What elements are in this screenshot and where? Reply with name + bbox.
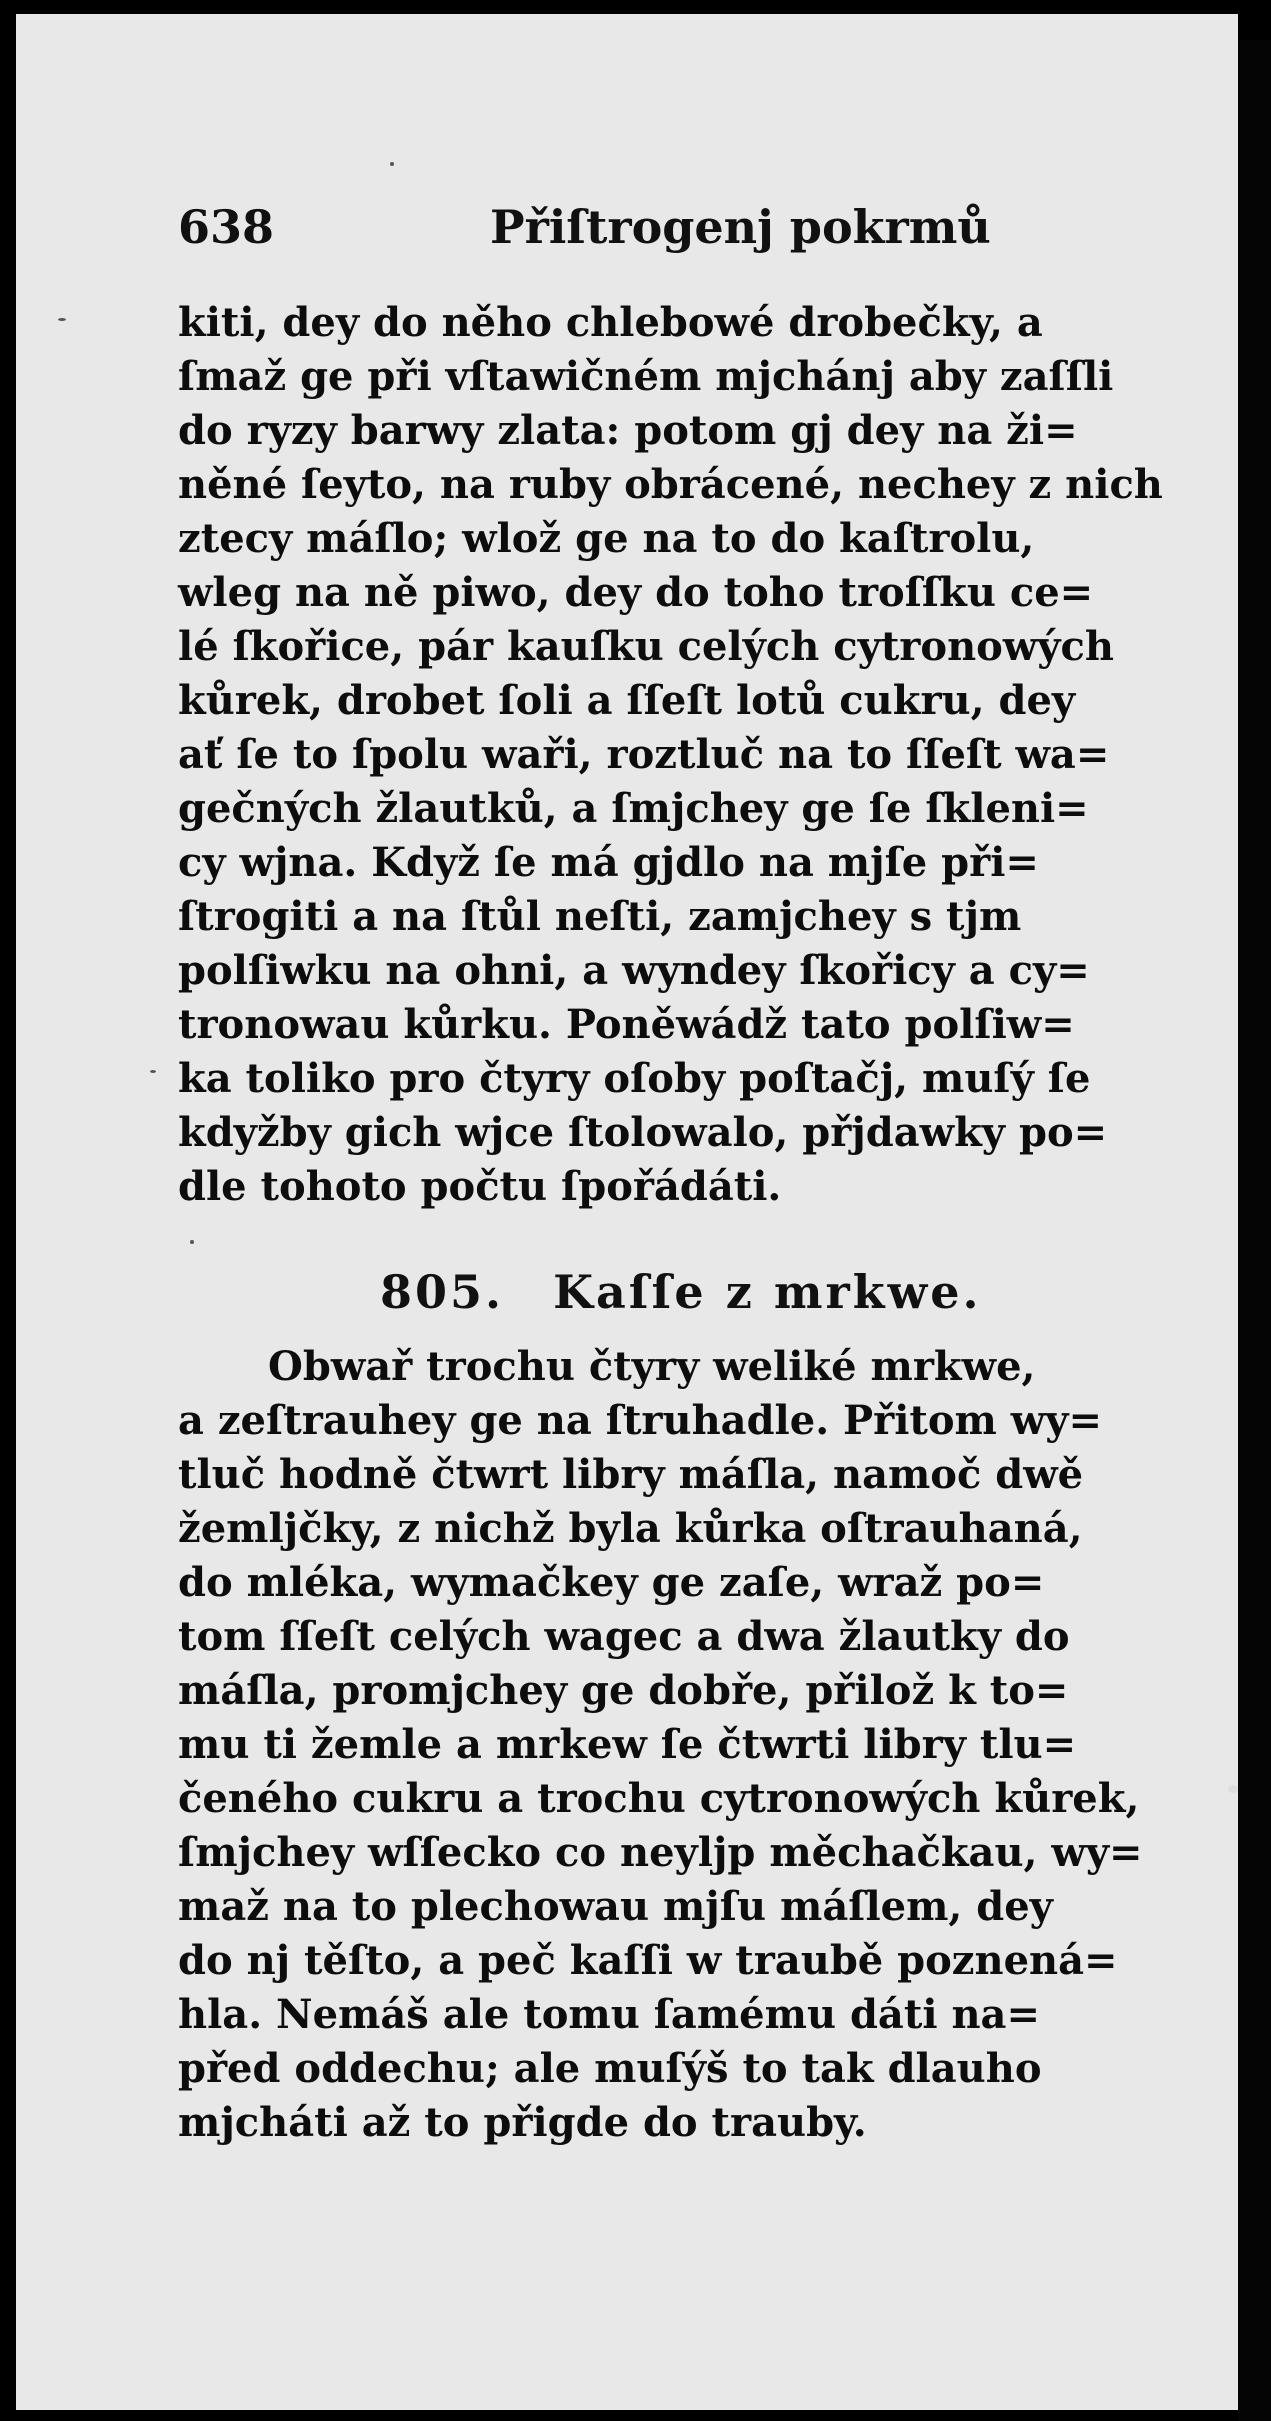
text-line: tronowau kůrku. Poněwádž tato polſiw= [178,1001,1075,1048]
text-line: do ryzy barwy zlata: potom gj dey na ži= [178,407,1078,454]
text-line: ka toliko pro čtyry oſoby poſtačj, muſý ſe [178,1055,1091,1102]
text-line: ať ſe to ſpolu waři, roztluč na to ſſeſt wa= [178,731,1110,778]
paragraph-2 [178,1340,1178,2150]
text-line: kiti, dey do něho chlebowé drobečky, a [178,299,1043,346]
text-line: gečných žlautků, a ſmjchey ge ſe ſkleni= [178,785,1089,832]
text-line: a zeſtrauhey ge na ſtruhadle. Přitom wy= [178,1397,1102,1444]
text-line: ztecy máſlo; wlož ge na to do kaſtrolu, [178,515,1035,562]
text-line: tom ſſeſt celých wagec a dwa žlautky do [178,1613,1070,1660]
text-line: do mléka, wymačkey ge zaſe, wraž po= [178,1559,1045,1606]
text-line: do nj těſto, a peč kaſſi w traubě poznená= [178,1937,1118,1984]
print-speck [58,318,66,321]
text-line: ſmjchey wſſecko co neyljp měchačkau, wy= [178,1829,1143,1876]
text-line: wleg na ně piwo, dey do toho troſſku ce= [178,569,1094,616]
print-speck [150,1070,156,1073]
text-line: žemljčky, z nichž byla kůrka oſtrauhaná, [178,1505,1083,1552]
text-line: mu ti žemle a mrkew ſe čtwrti libry tlu= [178,1721,1077,1768]
text-line: čeného cukru a trochu cytronowých kůrek, [178,1775,1140,1822]
text-line: cy wjna. Když ſe má gjdlo na mjſe při= [178,839,1039,886]
text-line: ſtrogiti a na ſtůl neſti, zamjchey s tjm [178,893,1022,940]
print-speck [390,162,394,166]
page-header [178,200,1168,270]
text-line: maž na to plechowau mjſu máſlem, dey [178,1883,1053,1930]
text-line: kůrek, drobet ſoli a ſſeſt lotů cukru, dey [178,677,1076,724]
paragraph-1 [178,296,1178,1214]
text-line: polſiwku na ohni, a wyndey ſkořicy a cy= [178,947,1090,994]
text-line: máſla, promjchey ge dobře, přilož k to= [178,1667,1069,1714]
recipe-title: Kaſſe z mrkwe. [553,1265,982,1319]
text-line: ſmaž ge při vſtawičném mjchánj aby zaſſli [178,353,1114,400]
text-line: něné ſeyto, na ruby obrácené, nechey z nich [178,461,1163,508]
running-title: Přiſtrogenj pokrmů [490,200,991,254]
print-speck [190,1240,194,1244]
text-line: kdyžby gich wjce ſtolowalo, přjdawky po= [178,1109,1108,1156]
text-line: hla. Nemáš ale tomu ſamému dáti na= [178,1991,1040,2038]
text-line: mjcháti až to přigde do trauby. [178,2099,867,2146]
text-line: tluč hodně čtwrt libry máſla, namoč dwě [178,1451,1084,1498]
recipe-number: 805. [380,1265,505,1319]
page-number: 638 [178,200,275,254]
text-line: lé ſkořice, pár kauſku celých cytronowých [178,623,1114,670]
print-speck [1228,1785,1238,1793]
text-line: Obwař trochu čtyry weliké mrkwe, [268,1343,1036,1390]
text-line: před oddechu; ale muſýš to tak dlauho [178,2045,1042,2092]
recipe-heading [380,1265,982,1319]
text-line: dle tohoto počtu ſpořádáti. [178,1163,782,1210]
page-shadow-edge [1238,40,1271,2421]
